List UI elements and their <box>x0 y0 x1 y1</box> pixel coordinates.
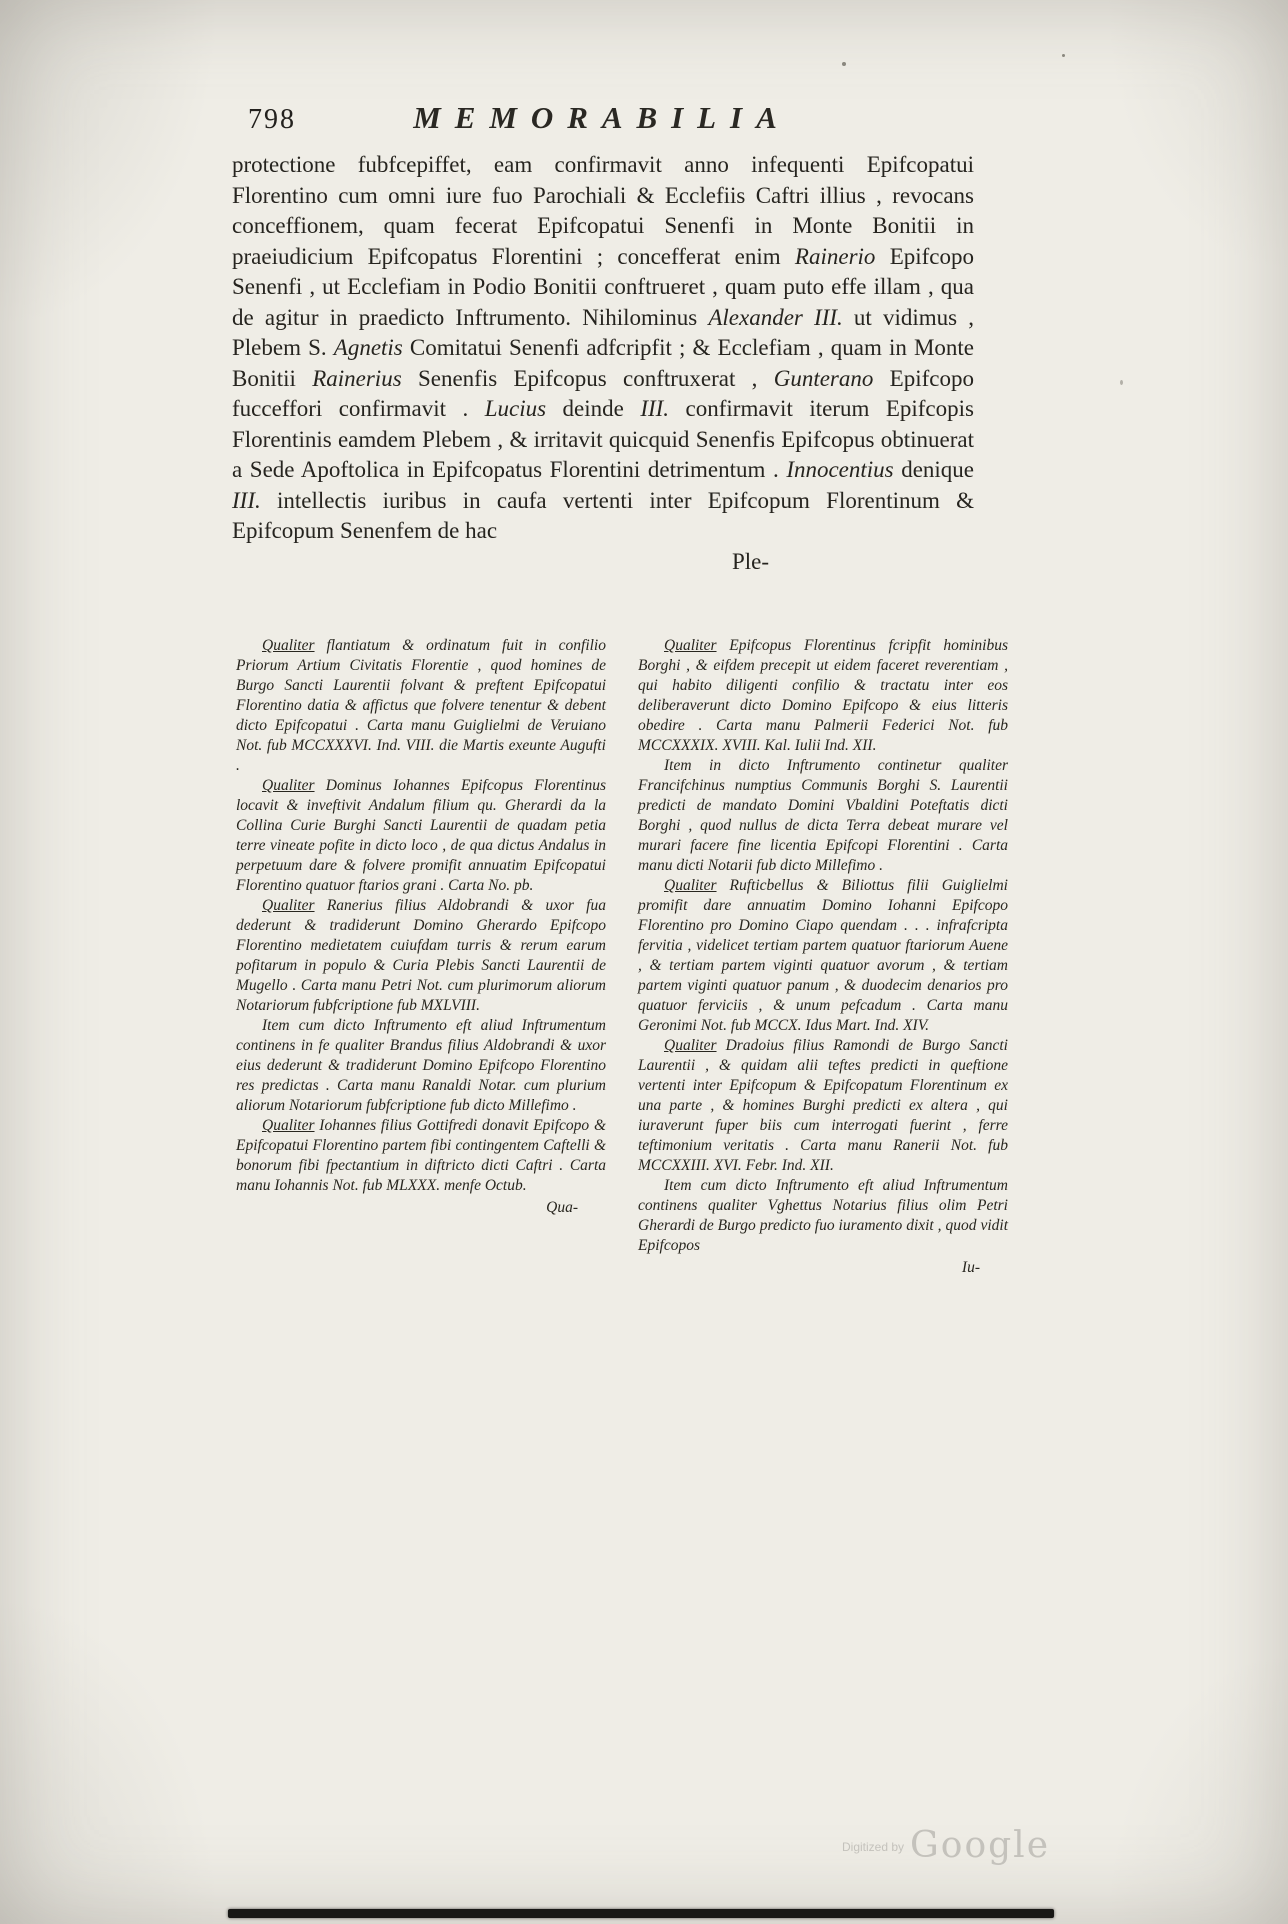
notes-left-column <box>236 636 606 1278</box>
notes-section <box>236 636 1008 1278</box>
note-paragraph: Qualiter Dominus Iohannes Epifcopus Florentinus locavit & inveftivit Andalum filium qu. Gherardi da la Collina Curie Burghi Sancti Laurentii de quadam petia terre vineate pofite in dicto loco , de qua dictus Andalus in perpetuum dare & folvere promifit annuatim Epifcopatui Florentino quatuor ftarios grani . Carta No. pb. <box>236 777 606 894</box>
scan-speck <box>1120 380 1123 385</box>
notes-right-list <box>638 636 1008 1256</box>
watermark-brand: Google <box>910 1825 1050 1866</box>
watermark-prefix: Digitized by <box>842 1840 905 1854</box>
catchword-right-column: Iu- <box>961 1259 980 1276</box>
main-text <box>232 150 974 577</box>
scan-bottom-bar <box>228 1909 1054 1918</box>
page-number: 798 <box>248 104 296 135</box>
note-paragraph: Qualiter Ranerius filius Aldobrandi & uxor fua dederunt & tradiderunt Domino Gherardo Epifcopo Florentino medietatem cuiufdam turris & rerum earum pofitarum in populo & Curia Plebis Sancti Laurentii de Mugello . Carta manu Petri Not. cum plurimorum aliorum Notariorum fubfcriptione fub MXLVIII. <box>236 897 606 1014</box>
page-header: MEMORABILIA <box>413 100 791 135</box>
note-paragraph: Qualiter Dradoius filius Ramondi de Burgo Sancti Laurentii , & quidam alii teftes predicti in queftione vertenti inter Epifcopum & Epifcopatum Florentinum ex una parte , & homines Burghi predicti ex altera , qui iuraverunt fuper biis cum interrogati fuerint , ferre teftimonium veritatis . Carta manu Ranerii Not. fub MCCXXIII. XVI. Febr. Ind. XII. <box>638 1037 1008 1174</box>
main-paragraph: protectione fubfcepiffet, eam confirmavit anno infequenti Epifcopatui Florentino cum omni iure fuo Parochiali & Ecclefiis Caftri illius , revocans conceffionem, quam fecerat Epifcopatui Senenfi in Monte Bonitii in praeiudicium Epifcopatus Florentini ; concefferat enim Rainerio Epifcopo Senenfi , ut Ecclefiam in Podio Bonitii conftrueret , quam puto effe illam , qua de agitur in praedicto Inftrumento. Nihilominus Alexander III. ut vidimus , Plebem S. Agnetis Comitatui Senenfi adfcripfit ; & Ecclefiam , quam in Monte Bonitii Rainerius Senenfis Epifcopus conftruxerat , Gunterano Epifcopo fucceffori confirmavit . Lucius deinde III. confirmavit iterum Epifcopis Florentinis eamdem Plebem , & irritavit quicquid Senenfis Epifcopus obtinuerat a Sede Apoftolica in Epifcopatus Florentini detrimentum . Innocentius denique III. intellectis iuribus in caufa vertenti inter Epifcopum Florentinum & Epifcopum Senenfem de hac <box>232 152 975 543</box>
note-paragraph: Qualiter Epifcopus Florentinus fcripfit hominibus Borghi , & eifdem precepit ut eidem faceret reverentiam , qui habito diligenti confilio & tractatu inter eos deliberaverunt dicto Domino Epifcopo & eius litteris obedire . Carta manu Palmerii Federici Not. fub MCCXXXIX. XVIII. Kal. Iulii Ind. XII. <box>638 637 1008 754</box>
note-paragraph: Qualiter flantiatum & ordinatum fuit in confilio Priorum Artium Civitatis Florentie , quod homines de Burgo Sancti Laurentii folvant & preftent Epifcopatui Florentino datia & affictus que folvere tenentur & debent dicto Epifcopatui . Carta manu Guiglielmi de Veruiano Not. fub MCCXXXVI. Ind. VIII. die Martis exeunte Augufti . <box>236 637 606 774</box>
catchword-main: Ple- <box>731 548 769 574</box>
note-paragraph: Item cum dicto Inftrumento eft aliud Inftrumentum continens in fe qualiter Brandus filius Aldobrandi & uxor eius dederunt & tradiderunt Domino Epifcopo Florentino res predictas . Carta manu Ranaldi Notar. cum plurium aliorum Notariorum fubfcriptione fub dicto Millefimo . <box>236 1017 606 1114</box>
google-watermark <box>842 1825 1050 1866</box>
note-paragraph: Qualiter Rufticbellus & Biliottus filii Guiglielmi promifit dare annuatim Domino Iohanni Epifcopo Florentino pro Domino Ciapo quendam . . . infrafcripta fervitia , videlicet tertiam partem quatuor ftariorum Auene , & tertiam partem viginti quatuor avorum , & tertiam partem viginti quatuor panum , & duodecim denarios pro quatuor ferviciis , & unum pefcadum . Carta manu Geronimi Not. fub MCCX. Idus Mart. Ind. XIV. <box>638 877 1008 1034</box>
note-paragraph: Item in dicto Inftrumento continetur qualiter Francifchinus numptius Communis Borghi S. Laurentii predicti de mandato Domini Vbaldini Poteftatis dicti Borghi , quod nullus de dicta Terra debeat murare vel murari facere fine licentia Epifcopi Florentini . Carta manu dicti Notarii fub dicto Millefimo . <box>638 757 1008 874</box>
notes-left-list <box>236 636 606 1196</box>
notes-right-column <box>638 636 1008 1278</box>
scan-speck <box>842 62 846 66</box>
note-paragraph: Item cum dicto Inftrumento eft aliud Inftrumentum continens qualiter Vghettus Notarius filius olim Petri Gherardi de Burgo predicto fuo iuramento dixit , quod vidit Epifcopos <box>638 1177 1008 1254</box>
note-paragraph: Qualiter Iohannes filius Gottifredi donavit Epifcopo & Epifcopatui Florentino partem fibi contingentem Caftelli & bonorum fibi fpectantium in diftricto dicti Caftri . Carta manu Iohannis Not. fub MLXXX. menfe Octub. <box>236 1117 606 1194</box>
catchword-left-column: Qua- <box>546 1199 578 1216</box>
scan-speck <box>1062 54 1065 57</box>
